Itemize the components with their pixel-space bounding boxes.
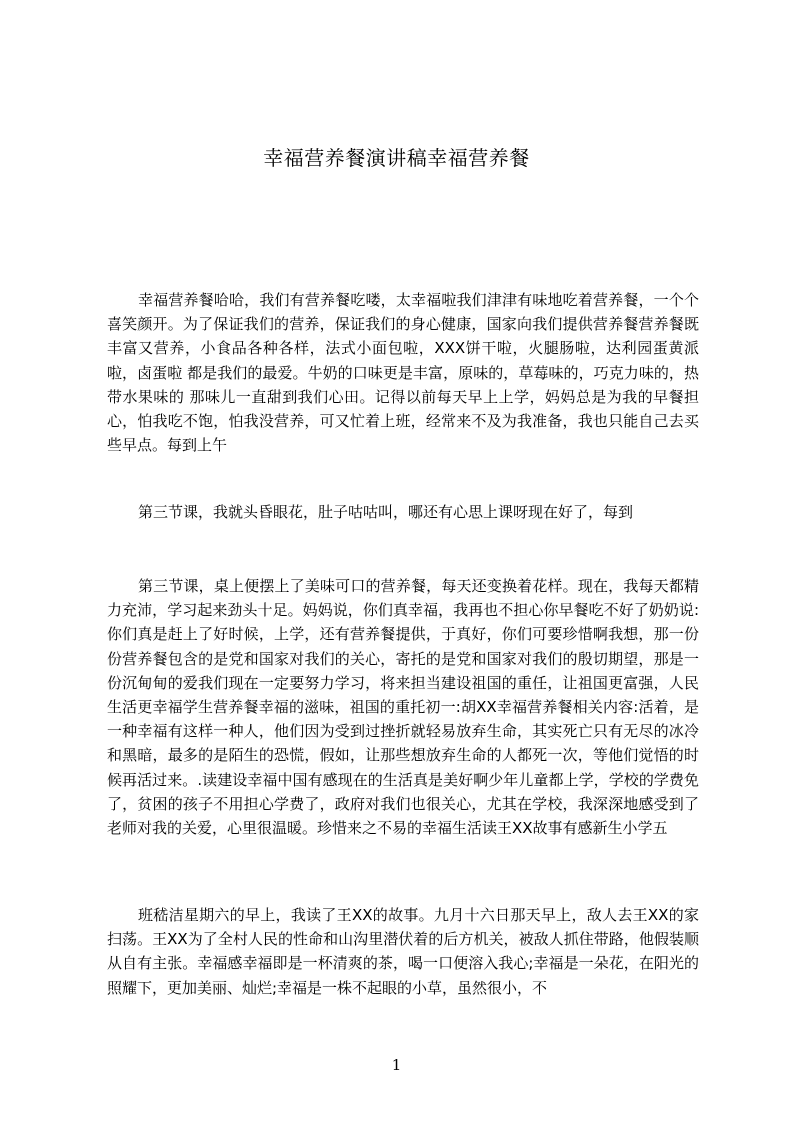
paragraph-1: 幸福营养餐哈哈，我们有营养餐吃喽，太幸福啦我们津津有味地吃着营养餐，一个个喜笑颜开。为了保证我们的营养，保证我们的身心健康，国家向我们提供营养餐营养餐既丰富又营养，小食品各种各样，法式小面包啦，XXX饼干啦，火腿肠啦，达利园蛋黄派啦，卤蛋啦 都是我们的最爱。牛奶的口味更是丰富，原味的，草莓味的，巧克力味的，热带水果味的 那味儿一直甜到我们心田。记得以前每天早上上学，妈妈总是为我的早餐担心，怕我吃不饱，怕我没营养，可又忙着上班，经常来不及为我准备，我也只能自己去买些早点。每到上午 — [107, 291, 699, 455]
page-title: 幸福营养餐演讲稿幸福营养餐 — [263, 146, 530, 170]
paragraph-4: 班嵇洁星期六的早上，我读了王XX的故事。九月十六日那天早上，敌人去王XX的家扫荡。王XX为了全村人民的性命和山沟里潜伏着的后方机关，被敌人抓住带路，他假装顺从自有主张。幸福感幸福即是一杯清爽的茶，喝一口便溶入我心;幸福是一朵花，在阳光的照耀下，更加美丽、灿烂;幸福是一株不起眼的小草，虽然很小，不 — [107, 906, 699, 997]
page-number: 1 — [391, 1056, 402, 1074]
paragraph-2: 第三节课，我就头昏眼花，肚子咕咕叫，哪还有心思上课呀现在好了，每到 — [138, 503, 634, 521]
paragraph-3: 第三节课，桌上便摆上了美味可口的营养餐，每天还变换着花样。现在，我每天都精力充沛，学习起来劲头十足。妈妈说，你们真幸福，我再也不担心你早餐吃不好了奶奶说:你们真是赶上了好时候，上学，还有营养餐提供，于真好，你们可要珍惜啊我想，那一份份营养餐包含的是党和国家对我们的关心，寄托的是党和国家对我们的殷切期望，那是一份沉甸甸的爱我们现在一定要努力学习，将来担当建设祖国的重任，让祖国更富强，人民生活更幸福学生营养餐幸福的滋味，祖国的重托初一:胡XX幸福营养餐相关内容:活着，是一种幸福有这样一种人，他们因为受到过挫折就轻易放弃生命，其实死亡只有无尽的冰冷和黑暗，最多的是陌生的恐慌，假如，让那些想放弃生命的人都死一次，等他们觉悟的时候再活过来。.读建设幸福中国有感现在的生活真是美好啊少年儿童都上学，学校的学费免了，贫困的孩子不用担心学费了，政府对我们也很关心，尤其在学校，我深深地感受到了老师对我的关爱，心里很温暖。珍惜来之不易的幸福生活读王XX故事有感新生小学五 — [107, 577, 699, 838]
